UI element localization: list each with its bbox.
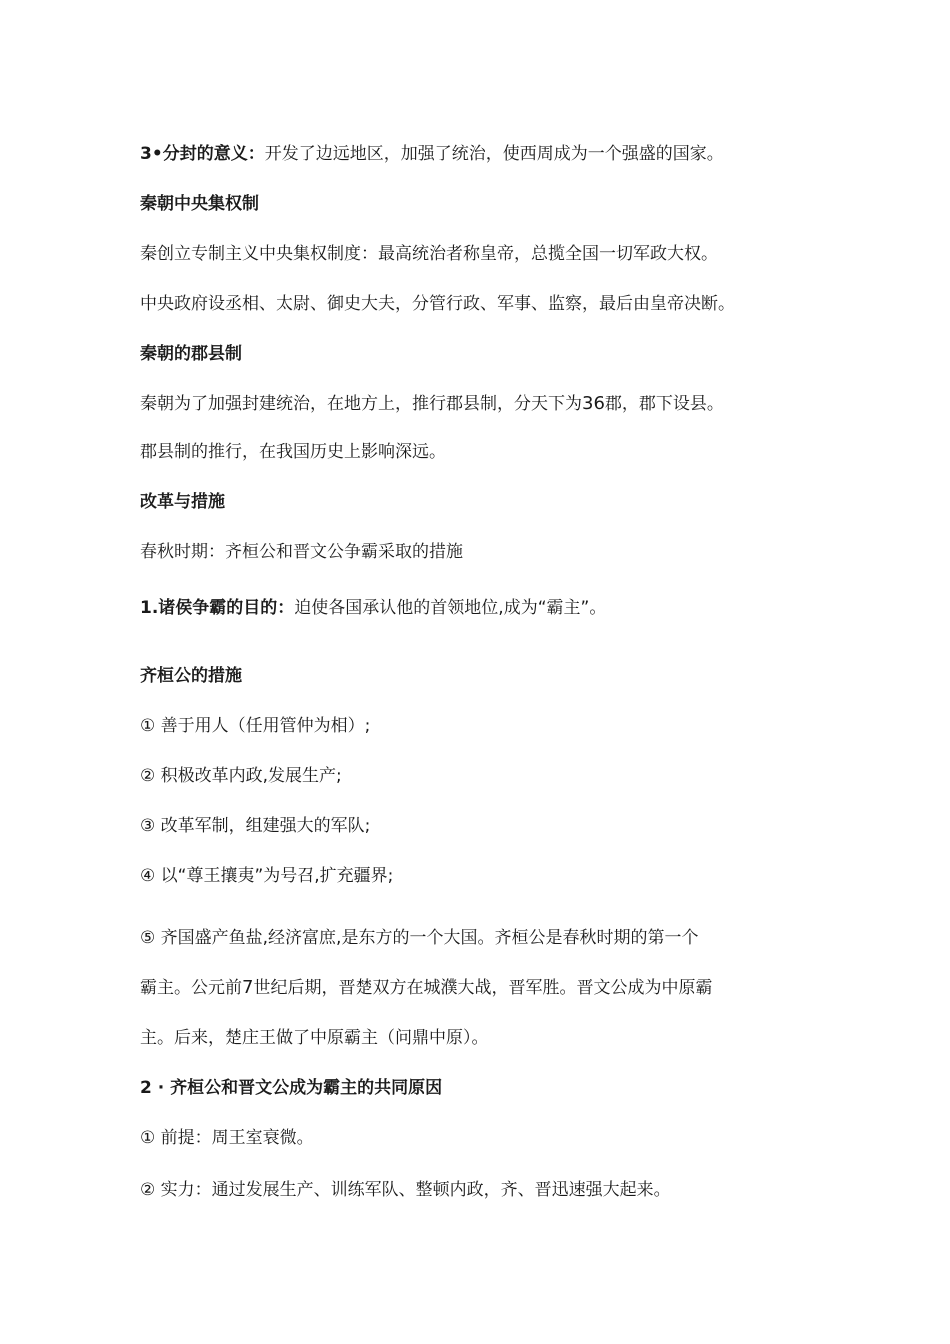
- hegemony-purpose-line: [140, 596, 840, 620]
- list-item: ⑤ 齐国盛产鱼盐,经济富庶,是东方的一个大国。齐桓公是春秋时期的第一个: [140, 928, 699, 948]
- list-item: ② 实力：通过发展生产、训练军队、整顿内政，齐、晋迅速强大起来。: [140, 1180, 671, 1200]
- list-text-part1: 霸主。公元前: [140, 978, 242, 998]
- feudal-significance-text: 开发了边远地区，加强了统治，使西周成为一个强盛的国家。: [264, 144, 724, 164]
- list-item-continued: [140, 976, 840, 1000]
- list-item-continued: 主。后来，楚庄王做了中原霸主（问鼎中原）。: [140, 1028, 489, 1048]
- prefecture-influence-paragraph: 郡县制的推行，在我国历史上影响深远。: [140, 442, 446, 462]
- feudal-significance-label: 3•分封的意义：: [140, 144, 265, 164]
- hegemony-purpose-text: 迫使各国承认他的首领地位,成为“霸主”。: [294, 598, 607, 618]
- heading-common-reasons: 2 · 齐桓公和晋文公成为霸主的共同原因: [140, 1078, 443, 1098]
- list-item: ② 积极改革内政,发展生产;: [140, 766, 342, 786]
- heading-reform-measures: 改革与措施: [140, 492, 225, 512]
- prefecture-county-paragraph: [140, 392, 840, 416]
- century-number: 7: [242, 977, 254, 998]
- heading-qin-centralization: 秦朝中央集权制: [140, 194, 259, 214]
- prefecture-count: 36: [582, 393, 605, 414]
- hegemony-purpose-label: 1.诸侯争霸的目的：: [140, 598, 295, 618]
- list-item: ① 前提：周王室衰微。: [140, 1128, 314, 1148]
- list-item: ① 善于用人（任用管仲为相）;: [140, 716, 371, 736]
- list-item: ④ 以“尊王攘夷”为号召,扩充疆界;: [140, 866, 394, 886]
- prefecture-text-part2: 郡，郡下设县。: [604, 394, 724, 414]
- spring-autumn-paragraph: 春秋时期：齐桓公和晋文公争霸采取的措施: [140, 542, 463, 562]
- feudal-significance-line: [140, 142, 840, 166]
- list-item: ③ 改革军制，组建强大的军队;: [140, 816, 371, 836]
- heading-duke-huan-measures: 齐桓公的措施: [140, 666, 242, 686]
- central-government-paragraph: 中央政府设丞相、太尉、御史大夫，分管行政、军事、监察，最后由皇帝决断。: [140, 294, 735, 314]
- heading-qin-prefecture-county: 秦朝的郡县制: [140, 344, 242, 364]
- qin-autocracy-paragraph: 秦创立专制主义中央集权制度：最高统治者称皇帝，总揽全国一切军政大权。: [140, 244, 718, 264]
- prefecture-text-part1: 秦朝为了加强封建统治，在地方上，推行郡县制，分天下为: [140, 394, 582, 414]
- list-text-part2: 世纪后期，晋楚双方在城濮大战，晋军胜。晋文公成为中原霸: [253, 978, 713, 998]
